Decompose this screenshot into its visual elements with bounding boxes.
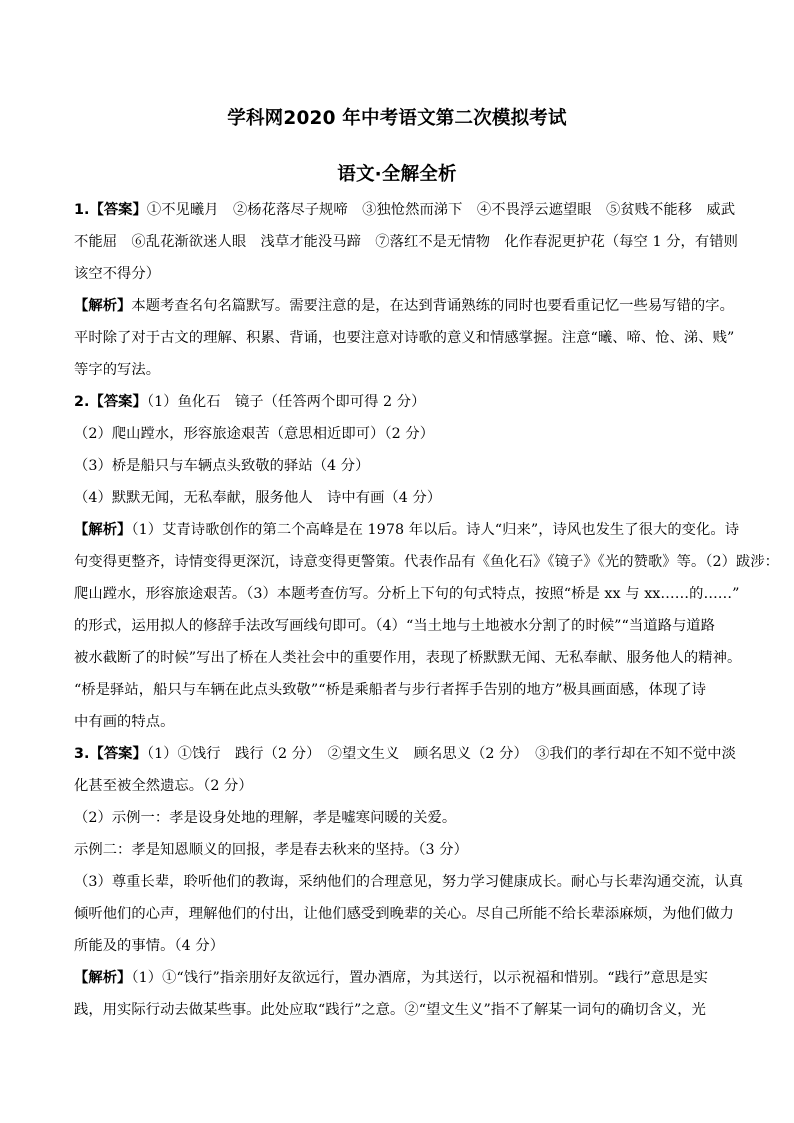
q3-answer-line3 (74, 808, 724, 828)
q2-analysis-line2 (74, 552, 780, 572)
line-text: 本题考查名句名篇默写。需要注意的是，在达到背诵熟练的同时也要看重记忆一些易写错的字。 (131, 298, 734, 314)
line-text: （4）默默无闻，无私奉献，服务他人 诗中有画（4 分） (74, 490, 442, 506)
q1-answer-line3 (74, 264, 724, 284)
line-text: 所能及的事情。（4 分） (74, 938, 225, 954)
label-prefix: 3.【答案】 (74, 746, 147, 762)
q3-analysis-line1 (74, 968, 724, 988)
q2-analysis-line1 (74, 520, 740, 540)
line-text: （2）示例一：孝是设身处地的理解，孝是嘘寒问暖的关爱。 (74, 810, 457, 826)
line-text: （2）爬山蹚水，形容旅途艰苦（意思相近即可）（2 分） (74, 426, 435, 442)
q3-answer-line7 (74, 936, 724, 956)
q3-answer-line2 (74, 776, 724, 796)
q2-answer-line2 (74, 424, 724, 444)
line-text: 示例二：孝是知恩顺义的回报，孝是春去秋来的坚持。（3 分） (74, 842, 468, 858)
q1-analysis-line2 (74, 328, 735, 348)
line-text: 不能屈 ⑥乱花渐欲迷人眼 浅草才能没马蹄 ⑦落红不是无情物 化作春泥更护花（每空 1 分，有错则 (74, 234, 738, 250)
q1-analysis-line1 (74, 296, 734, 316)
page-title: 学科网2020 年中考语文第二次模拟考试 (227, 108, 567, 129)
page-subtitle: 语文·全解全析 (337, 164, 457, 185)
q2-analysis-line6 (74, 680, 724, 700)
line-text: 句变得更整齐，诗情变得更深沉，诗意变得更警策。代表作品有《鱼化石》《镜子》《光的赞歌》等。（2）跋涉： (74, 554, 780, 570)
q3-answer-line6 (74, 904, 734, 924)
q1-analysis-line3 (74, 360, 724, 380)
q2-analysis-line4 (74, 616, 724, 636)
q3-analysis-line2 (74, 1000, 724, 1020)
label-prefix: 【解析】 (74, 970, 132, 986)
line-text: ①不见曦月 ②杨花落尽子规啼 ③独怆然而涕下 ④不畏浮云遮望眼 ⑤贫贱不能移 威武 (146, 202, 736, 218)
q3-answer-line5 (74, 872, 744, 892)
q2-answer-line4 (74, 488, 724, 508)
line-text: 倾听他们的心声，理解他们的付出，让他们感受到晚辈的关心。尽自己所能不给长辈添麻烦，为他们做力 (74, 906, 734, 922)
line-text: （1）①饯行 践行（2 分） ②望文生义 顾名思义（2 分） ③我们的孝行却在不知不觉中淡 (146, 746, 736, 762)
line-text: 被水截断了的时候”写出了桥在人类社会中的重要作用，表现了桥默默无闻、无私奉献、服务他人的精神。 (74, 650, 742, 666)
line-text: 该空不得分） (74, 266, 161, 282)
line-text: （3）尊重长辈，聆听他们的教诲，采纳他们的合理意见，努力学习健康成长。耐心与长辈沟通交流，认真 (74, 874, 744, 890)
line-text: （3）桥是船只与车辆点头致敬的驿站（4 分） (74, 458, 370, 474)
line-text: （1）艾青诗歌创作的第二个高峰是在 1978 年以后。诗人“归来”，诗风也发生了很大的变化。诗 (131, 522, 740, 538)
line-text: 践，用实际行动去做某些事。此处应取“践行”之意。②“望文生义”指不了解某一词句的确切含义，光 (74, 1002, 706, 1018)
q1-answer-line2 (74, 232, 738, 252)
label-prefix: 1.【答案】 (74, 202, 147, 218)
q2-analysis-line7 (74, 712, 724, 732)
label-prefix: 【解析】 (74, 522, 132, 538)
q2-answer-line3 (74, 456, 724, 476)
line-text: 的形式，运用拟人的修辞手法改写画线句即可。（4）“当土地与土地被水分割了的时候”“当道路与道路 (74, 618, 715, 634)
q2-answer-line1 (74, 392, 724, 412)
label-prefix: 【解析】 (74, 298, 132, 314)
q3-answer-line4 (74, 840, 724, 860)
label-prefix: 2.【答案】 (74, 394, 147, 410)
line-text: 中有画的特点。 (74, 714, 175, 730)
q2-analysis-line3 (74, 584, 740, 604)
line-text: 等字的写法。 (74, 362, 161, 378)
q2-analysis-line5 (74, 648, 742, 668)
line-text: “桥是驿站，船只与车辆在此点头致敬”“桥是乘船者与步行者挥手告别的地方”极具画面感，体现了诗 (74, 682, 706, 698)
line-text: 化甚至被全然遗忘。（2 分） (74, 778, 253, 794)
q3-answer-line1 (74, 744, 736, 764)
line-text: 平时除了对于古文的理解、积累、背诵，也要注意对诗歌的意义和情感掌握。注意“曦、啼、怆、涕、贱” (74, 330, 735, 346)
q1-answer-line1 (74, 200, 736, 220)
line-text: （1）鱼化石 镜子（任答两个即可得 2 分） (146, 394, 426, 410)
line-text: （1）①“饯行”指亲朋好友欲远行，置办酒席，为其送行，以示祝福和惜别。“践行”意思是实 (131, 970, 708, 986)
line-text: 爬山蹚水，形容旅途艰苦。（3）本题考查仿写。分析上下句的句式特点，按照“桥是 xx 与 xx……的……” (74, 586, 740, 602)
